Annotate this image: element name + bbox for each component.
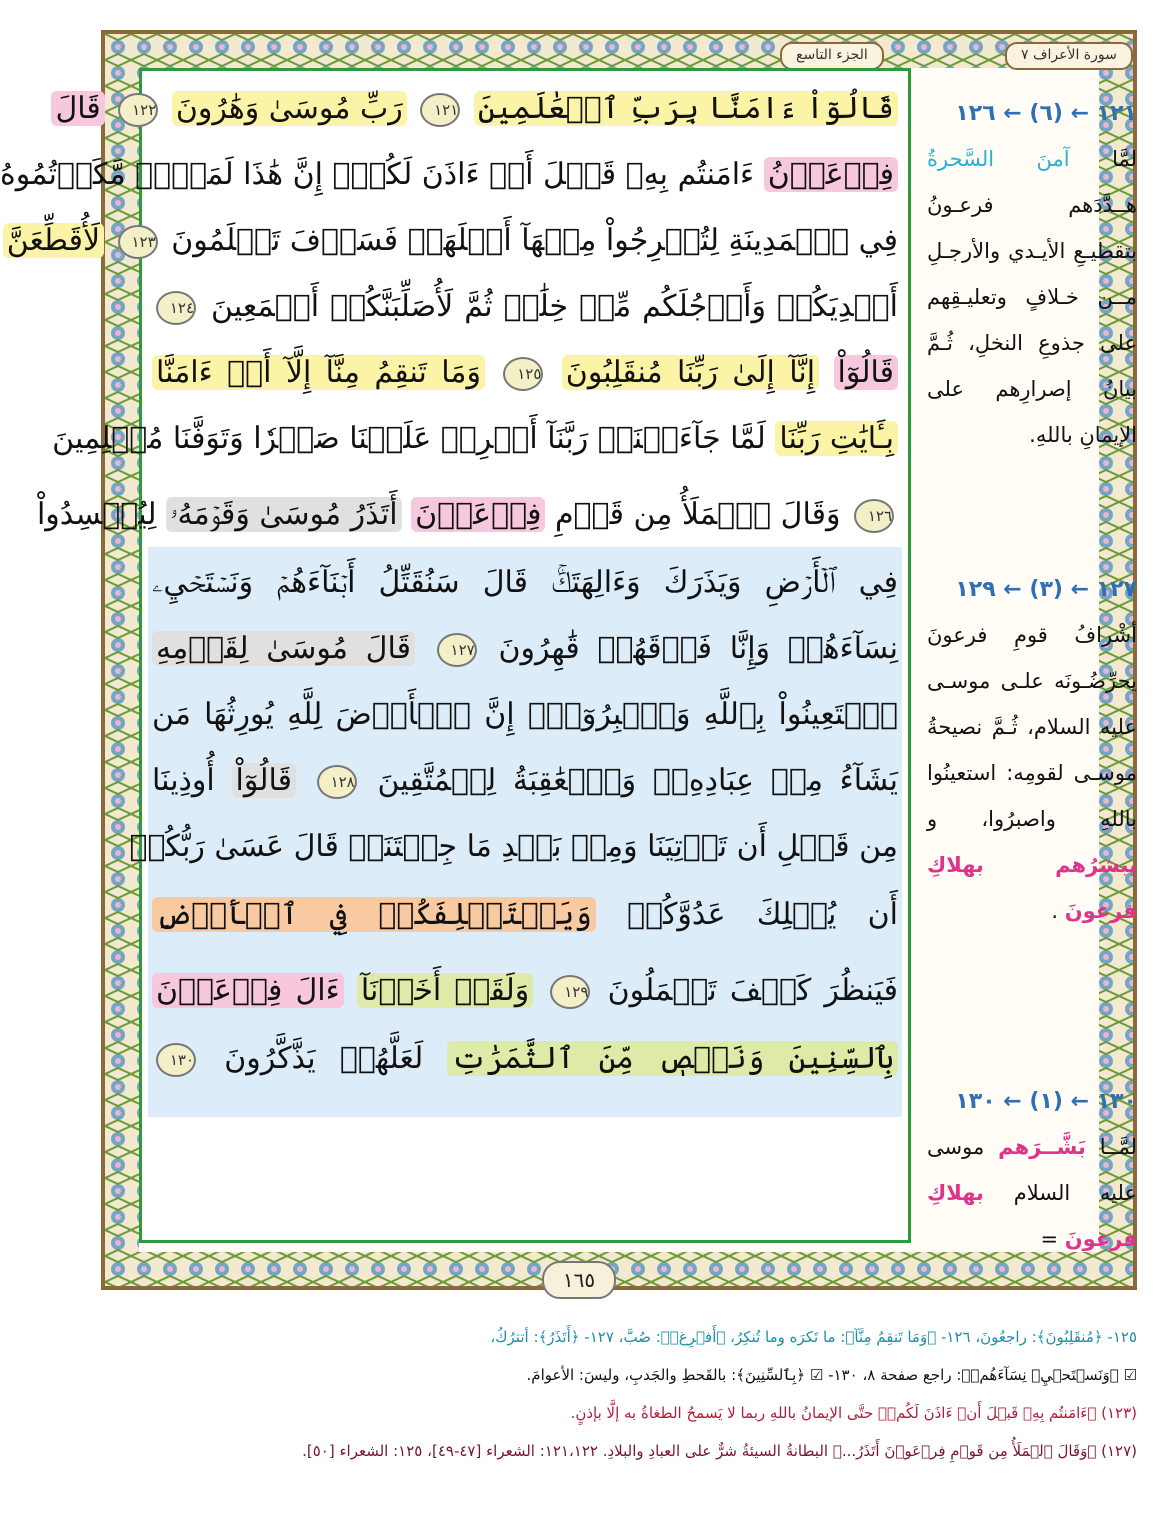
verse-text: أُوذِينَا	[152, 763, 215, 798]
section-range: ١٣٠ ← (١) ← ١٣٠	[955, 1089, 1137, 1114]
quran-text-box	[0, 68, 911, 1292]
verse-line-8	[152, 551, 898, 615]
ayah-marker: ١٢١	[420, 93, 460, 127]
verse-text: وَيَسۡتَخۡلِفَكُمۡ فِي ٱلۡأَرۡضِ	[152, 897, 596, 932]
page-number: ١٦٥	[542, 1261, 616, 1299]
verse-line-1	[55, 77, 898, 141]
ayah-marker: ١٣٠	[156, 1043, 196, 1077]
commentary-text: =	[1040, 1227, 1059, 1251]
verse-line-11	[152, 749, 898, 813]
verse-text: رَبِّ مُوسَىٰ وَهَٰرُونَ	[172, 91, 407, 126]
verse-text: وَلَقَدۡ أَخَذۡنَآ	[357, 973, 533, 1008]
verse-text: مِن قَبۡلِ أَن تَأۡتِيَنَا وَمِنۢ بَعۡدِ مَا جِئۡتَنَاۚ قَالَ عَسَىٰ رَبُّكُمۡ	[129, 829, 898, 864]
commentary-highlight: يبشرُهم بهلاكِ فرعونَ	[927, 853, 1137, 923]
verse-text: فِرۡعَوۡنُ	[764, 157, 898, 192]
commentary-highlight: بَشَّــرَهم	[998, 1135, 1086, 1159]
verse-text: أَتَذَرُ مُوسَىٰ وَقَوۡمَهُۥ	[166, 497, 402, 532]
surah-label: سورة الأعراف ٧	[1005, 42, 1133, 70]
verse-line-7	[36, 483, 898, 547]
commentary-text: لمَّــا	[1099, 1135, 1137, 1159]
verse-text: فَيَنظُرَ كَيۡفَ تَعۡمَلُونَ	[607, 973, 898, 1008]
side-commentary	[927, 68, 1137, 1251]
verse-text: فِي ٱلۡأَرۡضِ وَيَذَرَكَ وَءَالِهَتَكَۚ قَالَ سَنُقَتِّلُ أَبۡنَآءَهُمۡ وَنَسۡتَحۡيِۦ	[152, 565, 898, 600]
ayah-marker: ١٢٥	[503, 357, 543, 391]
footnote-reflection-123: (١٢٣) ﴿ءَامَنتُم بِهِۦ قَبۡلَ أَنۡ ءَاذَنَ لَكُمۡ﴾ حتَّى الإيمانُ باللهِ ربما لا يَسمحُ الطغاةُ به إلَّا بإذنٍ.	[570, 1404, 1137, 1422]
verse-text: قَالَ مُوسَىٰ لِقَوۡمِهِ	[152, 631, 415, 666]
verse-line-14	[152, 959, 898, 1023]
verse-text: ءَالَ فِرۡعَوۡنَ	[152, 973, 344, 1008]
ayah-marker: ١٢٧	[437, 633, 477, 667]
verse-text: فِي ٱلۡمَدِينَةِ لِتُخۡرِجُواْ مِنۡهَآ أَهۡلَهَاۖ فَسَوۡفَ تَعۡلَمُونَ	[171, 223, 898, 258]
verse-line-13	[152, 883, 898, 947]
commentary-section-127-129	[927, 568, 1137, 934]
verse-line-6	[52, 407, 898, 471]
verse-text: وَمَا تَنقِمُ مِنَّآ إِلَّآ أَنۡ ءَامَنَّا	[152, 355, 485, 390]
verse-text: لَعَلَّهُمۡ يَذَّكَّرُونَ	[224, 1041, 424, 1076]
verse-line-3	[6, 209, 898, 273]
section-text	[927, 612, 1137, 934]
verse-text: أَيۡدِيَكُمۡ وَأَرۡجُلَكُم مِّنۡ خِلَٰفٖ ثُمَّ لَأُصَلِّبَنَّكُمۡ أَجۡمَعِينَ	[211, 289, 898, 324]
footnotes	[131, 1318, 1137, 1470]
ayah-marker: ١٢٣	[118, 225, 158, 259]
verse-text: ءَامَنتُم بِهِۦ قَبۡلَ أَنۡ ءَاذَنَ لَكُمۡۖ إِنَّ هَٰذَا لَمَكۡرٞ مَّكَرۡتُمُوهُ	[0, 157, 755, 192]
commentary-text: موسى عليه السلام	[927, 1135, 1137, 1205]
verse-text: قَالُوٓاْ ءَامَنَّا بِرَبِّ ٱلۡعَٰلَمِينَ	[474, 91, 898, 126]
verse-text: قَالَ	[51, 91, 104, 126]
verse-text: لَأُقَطِّعَنَّ	[3, 223, 104, 258]
verse-text: لَمَّا جَآءَتۡنَاۚ رَبَّنَآ أَفۡرِغۡ عَلَيۡنَا صَبۡرٗا وَتَوَفَّنَا مُسۡلِمِينَ	[52, 421, 766, 456]
juz-label: الجزء التاسع	[780, 42, 884, 70]
commentary-section-121-126	[927, 92, 1137, 458]
footnote-vocab: ١٢٥- ﴿مُنقَلِبُونَ﴾: راجعُونَ، ١٢٦- ﴿وَمَا تَنقِمُ مِنَّآ﴾: ما تَكرَه وما تُنكِرُ، ﴿أَفۡرِغۡ﴾: صُبَّ، ١٢٧- ﴿أَتَذَرُ﴾: أتترُكُ،	[490, 1328, 1137, 1346]
commentary-text: .	[1051, 899, 1059, 923]
verse-line-9	[152, 617, 898, 681]
verse-text: قَالُوٓاْ	[232, 763, 296, 798]
verse-text: إِنَّآ إِلَىٰ رَبِّنَا مُنقَلِبُونَ	[562, 355, 819, 390]
section-range: ١٢١ ← (٦) ← ١٢٦	[955, 101, 1137, 126]
verse-text: بِٱلسِّنِينَ وَنَقۡصٖ مِّنَ ٱلثَّمَرَٰتِ	[447, 1041, 898, 1076]
section-text	[927, 136, 1137, 458]
ayah-marker: ١٢٦	[854, 499, 894, 533]
verse-line-4	[152, 275, 898, 339]
verse-text: بِـَٔايَٰتِ رَبِّنَا	[775, 421, 898, 456]
verse-text: يَشَآءُ مِنۡ عِبَادِهِۦۖ وَٱلۡعَٰقِبَةُ لِلۡمُتَّقِينَ	[377, 763, 899, 798]
verse-text: ٱسۡتَعِينُواْ بِٱللَّهِ وَٱصۡبِرُوٓاْۖ إِنَّ ٱلۡأَرۡضَ لِلَّهِ يُورِثُهَا مَن	[152, 697, 898, 732]
verse-line-12	[129, 815, 898, 879]
verse-line-15	[152, 1027, 898, 1091]
verse-text: قَالُوٓاْ	[834, 355, 898, 390]
commentary-text: هــدَّدَهم فرعـونُ بتقطيـعِ الأيـدي والأرجـلِ مــن خـلافٍ وتعليـقِهم على جذوعِ النخلِ، ثُـمَّ بيانُ إصرارِهم على الإيمانِ باللهِ.	[927, 193, 1137, 447]
verse-text: لِيُفۡسِدُواْ	[36, 497, 157, 532]
footnote-reflection-127: (١٢٧) ﴿وَقَالَ ٱلۡمَلَأُ مِن قَوۡمِ فِرۡعَوۡنَ أَتَذَرُ...﴾ البطانةُ السيئةُ شرٌّ على العبادِ والبلادِ. ١٢١،١٢٢: الشعراء [٤٧-٤٩]، ١٢٥: الشعراء [٥٠].	[302, 1442, 1137, 1460]
ayah-marker: ١٢٩	[550, 975, 590, 1009]
verse-text: نِسَآءَهُمۡ وَإِنَّا فَوۡقَهُمۡ قَٰهِرُونَ	[498, 631, 898, 666]
verse-text: أَن يُهۡلِكَ عَدُوَّكُمۡ	[627, 897, 898, 932]
section-text	[927, 1124, 1137, 1262]
verse-text: وَقَالَ ٱلۡمَلَأُ مِن قَوۡمِ	[554, 497, 841, 532]
ayah-marker: ١٢٢	[118, 93, 158, 127]
commentary-text: لمَّا	[1112, 147, 1137, 171]
commentary-highlight: بهلاكِ فرعونَ	[927, 1181, 1137, 1251]
footnote-notes: ☑ ﴿وَنَسۡتَحۡيِۦ نِسَآءَهُمۡ﴾: راجع صفحة ٨، ١٣٠- ☑ ﴿بِٱلسِّنِينَ﴾: بالقَحطِ والجَدبِ، وليسَ: الأعوامَ.	[526, 1366, 1137, 1384]
section-range: ١٢٧ ← (٣) ← ١٢٩	[955, 577, 1137, 602]
commentary-highlight: آمنَ السَّحرةُ	[927, 147, 1070, 171]
verse-line-5	[152, 341, 898, 405]
commentary-text: أشْرافُ قومِ فرعونَ يحرِّضُـونَه علـى موسـى عليه السلام، ثُـمَّ نصيحةُ موسـى لقومِه: استعينُوا باللهِ واصبرُوا، و	[927, 623, 1137, 831]
verse-text: فِرۡعَوۡنَ	[411, 497, 545, 532]
ayah-marker: ١٢٤	[156, 291, 196, 325]
verse-line-2	[0, 143, 898, 207]
verse-line-10	[152, 683, 898, 747]
commentary-section-130	[927, 1080, 1137, 1262]
ayah-marker: ١٢٨	[317, 765, 357, 799]
